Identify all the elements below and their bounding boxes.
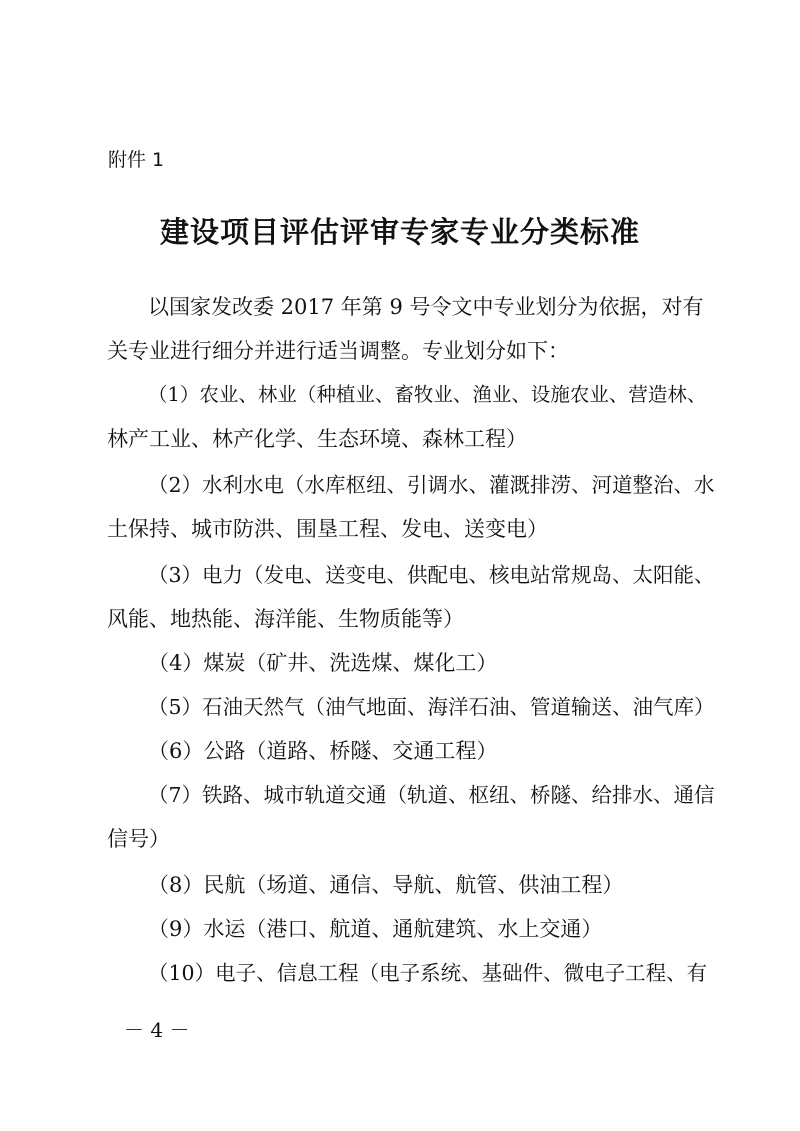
attachment-label: 附件 1 — [108, 149, 165, 171]
category-item-9: （9）水运（港口、航道、通航建筑、水上交通） — [148, 917, 603, 941]
category-item-4: （4）煤炭（矿井、洗选煤、煤化工） — [148, 651, 498, 675]
category-item-5: （5）石油天然气（油气地面、海洋石油、管道输送、油气库） — [148, 695, 715, 719]
category-item-2-cont: 土保持、城市防洪、围垦工程、发电、送变电） — [107, 517, 548, 541]
category-item-7-cont: 信号） — [107, 827, 170, 851]
category-item-2: （2）水利水电（水库枢纽、引调水、灌溉排涝、河道整治、水 — [148, 473, 715, 497]
document-title: 建设项目评估评审专家专业分类标准 — [159, 215, 640, 249]
body-line-intro-1: 以国家发改委 2017 年第 9 号令文中专业划分为依据，对有 — [148, 295, 704, 319]
category-item-3-cont: 风能、地热能、海洋能、生物质能等） — [107, 607, 464, 631]
category-item-7: （7）铁路、城市轨道交通（轨道、枢纽、桥隧、给排水、通信 — [148, 783, 715, 807]
category-item-1: （1）农业、林业（种植业、畜牧业、渔业、设施农业、营造林、 — [148, 383, 707, 406]
category-item-10: （10）电子、信息工程（电子系统、基础件、微电子工程、有 — [148, 961, 708, 985]
category-item-6: （6）公路（道路、桥隧、交通工程） — [148, 739, 498, 763]
category-item-3: （3）电力（发电、送变电、供配电、核电站常规岛、太阳能、 — [148, 563, 715, 587]
page-number: － 4 － — [124, 1018, 190, 1042]
category-item-8: （8）民航（场道、通信、导航、航管、供油工程） — [148, 873, 624, 897]
body-line-intro-2: 关专业进行细分并进行适当调整。专业划分如下： — [107, 339, 569, 363]
category-item-1-cont: 林产工业、林产化学、生态环境、森林工程） — [107, 427, 527, 451]
